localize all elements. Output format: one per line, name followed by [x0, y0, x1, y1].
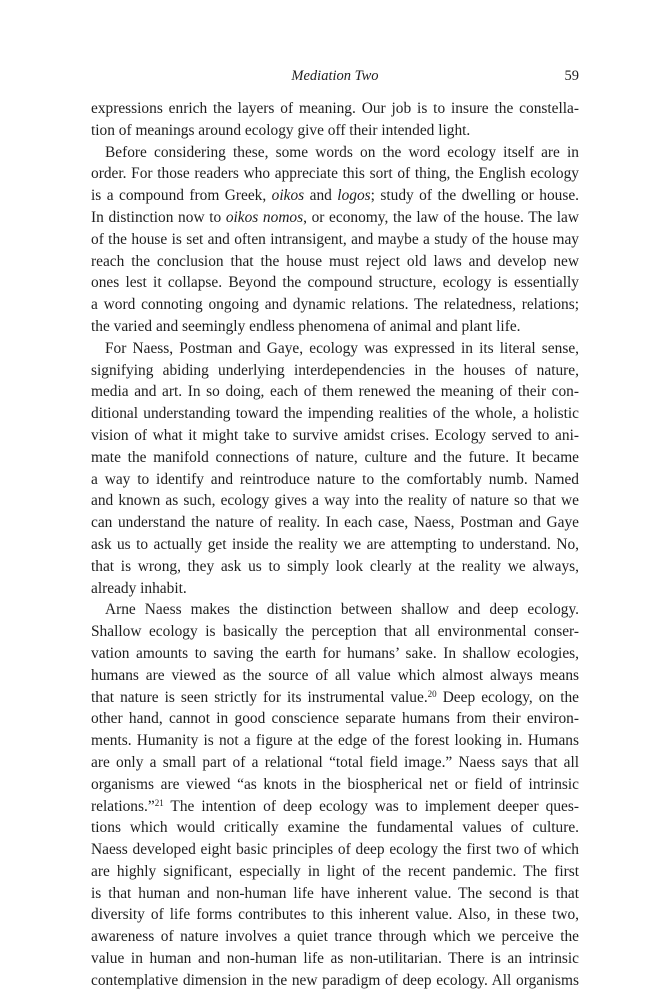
text-line: are highly significant, especially in light of the recent pandemic. The first — [91, 862, 579, 880]
text-line: order. For those readers who appreciate this sort of thing, the English ecology — [91, 165, 579, 183]
text-line: ask us to actually get inside the reality we are attempting to understand. No, — [91, 535, 579, 553]
text-line: and known as such, ecology gives a way into the reality of nature so that we — [91, 492, 579, 510]
text-line: other hand, cannot in good conscience separate humans from their environ- — [91, 710, 579, 728]
italic-term: oikos — [271, 187, 305, 205]
text-line: mate the manifold connections of nature, culture and the future. It became — [91, 448, 579, 466]
text-line: vision of what it might take to survive amidst crises. Ecology served to ani- — [91, 426, 579, 444]
text-line: media and art. In so doing, each of them renewed the meaning of their con- — [91, 383, 579, 401]
text-line: of the house is set and often intransigent, and maybe a study of the house may — [91, 230, 579, 248]
text-line: that nature is seen strictly for its instrumental value.$^{20}$ Deep ecology, on the — [91, 688, 579, 706]
text-line: a word connoting ongoing and dynamic relations. The relatedness, relations; — [91, 296, 579, 314]
body-text — [91, 98, 579, 992]
page-number: 59 — [564, 68, 579, 84]
footnote-reference: 20 — [427, 688, 437, 699]
footnote-reference: 21 — [154, 797, 164, 808]
text-line: Naess developed eight basic principles of deep ecology the first two of which — [91, 841, 579, 859]
text-line: signifying abiding underlying interdependencies in the houses of nature, — [91, 361, 579, 379]
text-line: Shallow ecology is basically the perception that all environmental conser- — [91, 623, 579, 641]
italic-term: oikos nomos — [225, 208, 304, 226]
paragraph — [91, 599, 579, 991]
text-line: relations.”$^{21}$ The intention of deep ecology was to implement deeper ques- — [91, 797, 579, 815]
text-line: awareness of nature involves a quiet trance through which we perceive the — [91, 928, 579, 946]
text-line: tions which would critically examine the fundamental values of culture. — [91, 819, 579, 837]
text-line: already inhabit. — [91, 579, 187, 597]
running-title: Mediation Two — [291, 68, 379, 84]
text-line: diversity of life forms contributes to this inherent value. Also, in these two, — [91, 906, 579, 924]
paragraph — [91, 142, 579, 338]
paragraph — [91, 98, 579, 142]
text-line: ditional understanding toward the impending realities of the whole, a holistic — [91, 405, 579, 423]
text-line: humans are viewed as the source of all value which almost always means — [91, 666, 579, 684]
text-line: Before considering these, some words on the word ecology itself are in — [105, 143, 579, 161]
text-line: a way to identify and reintroduce nature to the comfortably numb. Named — [91, 470, 579, 488]
text-line: ones lest it collapse. Beyond the compound structure, ecology is essentially — [91, 274, 579, 292]
text-line: For Naess, Postman and Gaye, ecology was expressed in its literal sense, — [105, 339, 579, 357]
running-head — [91, 68, 579, 88]
text-line: is that human and non-human life have inherent value. The second is that — [91, 884, 579, 902]
text-line: are only a small part of a relational “total field image.” Naess says that all — [91, 753, 579, 771]
paragraph — [91, 338, 579, 600]
text-line: contemplative dimension in the new paradigm of deep ecology. All organisms — [91, 971, 579, 989]
text-line: the varied and seemingly endless phenomena of animal and plant life. — [91, 317, 521, 335]
text-line: reach the conclusion that the house must reject old laws and develop new — [91, 252, 579, 270]
text-line: In distinction now to oikos nomos, or economy, the law of the house. The law — [91, 208, 579, 226]
text-line: tion of meanings around ecology give off their intended light. — [91, 121, 471, 139]
text-line: organisms are viewed “as knots in the biospherical net or field of intrinsic — [91, 775, 579, 793]
text-line: ments. Humanity is not a figure at the edge of the forest looking in. Humans — [91, 732, 579, 750]
text-line: can understand the nature of reality. In each case, Naess, Postman and Gaye — [91, 514, 579, 532]
text-line: that is wrong, they ask us to simply look clearly at the reality we always, — [91, 557, 579, 575]
text-line: vation amounts to saving the earth for humans’ sake. In shallow ecologies, — [91, 644, 579, 662]
italic-term: logos — [337, 187, 371, 205]
text-line: Arne Naess makes the distinction between shallow and deep ecology. — [105, 601, 579, 619]
text-line: value in human and non-human life as non-utilitarian. There is an intrinsic — [91, 950, 579, 968]
text-line: is a compound from Greek, oikos and logos; study of the dwelling or house. — [91, 187, 579, 205]
text-line: expressions enrich the layers of meaning. Our job is to insure the constella- — [91, 100, 579, 117]
